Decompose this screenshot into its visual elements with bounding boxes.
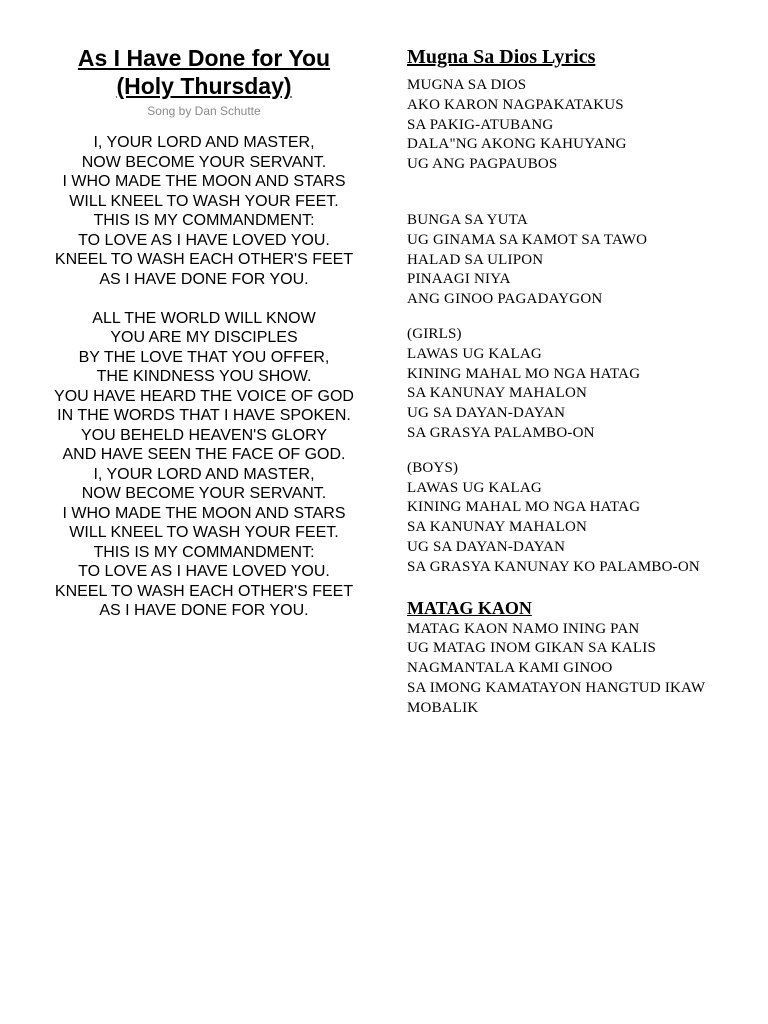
lyric-line: AS I HAVE DONE FOR YOU. xyxy=(99,602,309,619)
lyric-line: I, YOUR LORD AND MASTER, xyxy=(93,465,315,483)
lyric-line: NOW BECOME YOUR SERVANT. xyxy=(81,153,327,171)
lyric-line: YOU BEHELD HEAVEN'S GLORY xyxy=(80,426,328,444)
lyric-line: SA KANUNAY MAHALON xyxy=(407,385,588,402)
lyric-line: SA IMONG KAMATAYON HANGTUD IKAW MOBALIK xyxy=(407,679,705,716)
lyric-line: AND HAVE SEEN THE FACE OF GOD. xyxy=(62,446,346,463)
lyric-line: YOU ARE MY DISCIPLES xyxy=(110,329,298,346)
lyric-line: UG SA DAYAN-DAYAN xyxy=(407,538,566,555)
lyric-line: KINING MAHAL MO NGA HATAG xyxy=(407,499,641,516)
lyric-line: DALA"NG AKONG KAHUYANG xyxy=(407,136,627,153)
lyric-line: UG MATAG INOM GIKAN SA KALIS xyxy=(407,640,656,657)
lyric-line: THIS IS MY COMMANDMENT: xyxy=(93,212,315,229)
lyric-line: AS I HAVE DONE FOR YOU. xyxy=(99,270,309,288)
lyric-line: TO LOVE AS I HAVE LOVED YOU. xyxy=(78,563,330,580)
stanza-break xyxy=(407,175,747,211)
lyrics-block-matag-kaon xyxy=(407,620,747,719)
lyric-line: MUGNA SA DIOS xyxy=(407,77,527,93)
lyric-line: SA GRASYA KANUNAY KO PALAMBO-ON xyxy=(407,558,700,575)
lyric-line: YOU HAVE HEARD THE VOICE OF GOD xyxy=(54,387,354,405)
lyric-line: MATAG KAON NAMO INING PAN xyxy=(407,620,640,637)
lyric-line: TO LOVE AS I HAVE LOVED YOU. xyxy=(78,231,330,249)
lyric-line: NAGMANTALA KAMI GINOO xyxy=(407,660,613,677)
lyric-line: KNEEL TO WASH EACH OTHER'S FEET xyxy=(54,582,354,600)
lyric-line: UG ANG PAGPAUBOS xyxy=(407,156,558,173)
song-title-line-1: As I Have Done for You xyxy=(77,45,331,71)
lyric-line: THIS IS MY COMMANDMENT: xyxy=(93,543,315,561)
lyric-line: SA KANUNAY MAHALON xyxy=(407,519,588,536)
song-heading-mugna: Mugna Sa Dios Lyrics xyxy=(407,46,596,68)
lyric-line: ALL THE WORLD WILL KNOW xyxy=(92,309,316,327)
lyric-line: SA GRASYA PALAMBO-ON xyxy=(407,424,595,441)
stanza-break xyxy=(407,310,747,325)
song-column-left xyxy=(36,44,372,621)
lyric-line: PINAAGI NIYA xyxy=(407,271,511,288)
lyric-line: IN THE WORDS THAT I HAVE SPOKEN. xyxy=(57,407,351,424)
stanza-break xyxy=(36,289,372,309)
lyric-line: UG SA DAYAN-DAYAN xyxy=(407,405,566,422)
lyrics-block xyxy=(36,133,372,621)
lyric-line: I, YOUR LORD AND MASTER, xyxy=(93,134,315,151)
song-title xyxy=(36,44,372,100)
lyric-line: LAWAS UG KALAG xyxy=(407,345,542,362)
lyric-line: KNEEL TO WASH EACH OTHER'S FEET xyxy=(54,251,354,268)
lyric-line: LAWAS UG KALAG xyxy=(407,479,542,496)
song-title-line-2: (Holy Thursday) xyxy=(116,73,292,99)
lyric-line: ANG GINOO PAGADAYGON xyxy=(407,291,603,308)
lyric-line: WILL KNEEL TO WASH YOUR FEET. xyxy=(69,192,339,210)
lyric-line: I WHO MADE THE MOON AND STARS xyxy=(62,173,346,190)
lyric-line: THE KINDNESS YOU SHOW. xyxy=(96,368,312,385)
song-byline: Song by Dan Schutte xyxy=(147,104,261,118)
lyric-line: HALAD SA ULIPON xyxy=(407,251,544,268)
lyric-line: NOW BECOME YOUR SERVANT. xyxy=(81,485,327,502)
song-heading-matag-kaon: MATAG KAON xyxy=(407,597,532,618)
lyric-line: BY THE LOVE THAT YOU OFFER, xyxy=(78,348,330,366)
lyrics-block-mugna xyxy=(407,76,747,578)
lyric-line: (BOYS) xyxy=(407,459,459,476)
lyric-line: SA PAKIG-ATUBANG xyxy=(407,116,554,133)
lyric-line: I WHO MADE THE MOON AND STARS xyxy=(62,504,346,522)
lyric-line: AKO KARON NAGPAKATAKUS xyxy=(407,96,624,113)
lyric-line: UG GINAMA SA KAMOT SA TAWO xyxy=(407,231,648,248)
song-column-right xyxy=(407,44,747,719)
lyric-line: BUNGA SA YUTA xyxy=(407,211,528,228)
stanza-break xyxy=(407,444,747,459)
lyric-line: (GIRLS) xyxy=(407,325,462,342)
lyric-line: WILL KNEEL TO WASH YOUR FEET. xyxy=(69,524,339,541)
lyric-line: KINING MAHAL MO NGA HATAG xyxy=(407,365,641,382)
